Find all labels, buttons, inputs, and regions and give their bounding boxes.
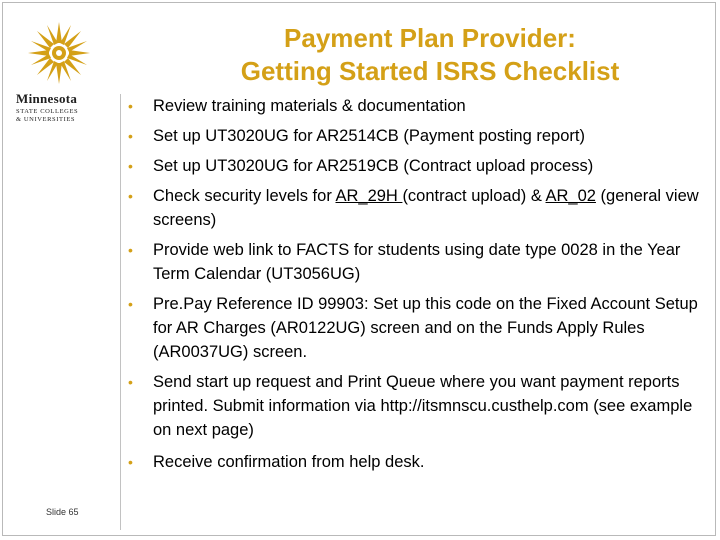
item-text: Pre.Pay Reference ID 99903: Set up this code on the Fixed Account Setup for AR Charges (AR0122UG) screen and on the Funds Apply Rules (AR0037UG) screen. xyxy=(153,295,698,361)
list-item xyxy=(128,370,713,442)
sidebar xyxy=(0,0,118,540)
logo-line2: STATE COLLEGES xyxy=(16,108,79,115)
list-item xyxy=(128,450,713,474)
list-item xyxy=(128,292,713,364)
item-text: Provide web link to FACTS for students using date type 0028 in the Year Term Calendar (UT3056UG) xyxy=(153,241,681,283)
bullet-icon: • xyxy=(128,128,133,144)
bullet-icon: • xyxy=(128,454,133,470)
item-text: Review training materials & documentation xyxy=(153,97,466,115)
bullet-icon: • xyxy=(128,188,133,204)
bullet-icon: • xyxy=(128,98,133,114)
bullet-icon: • xyxy=(128,242,133,258)
checklist xyxy=(128,94,713,474)
list-item xyxy=(128,184,713,232)
item-text: Set up UT3020UG for AR2514CB (Payment posting report) xyxy=(153,127,585,145)
bullet-icon: • xyxy=(128,158,133,174)
logo-text xyxy=(16,92,116,124)
item-text: Receive confirmation from help desk. xyxy=(153,453,425,471)
sidebar-divider xyxy=(120,94,121,530)
item-text: Set up UT3020UG for AR2519CB (Contract upload process) xyxy=(153,157,594,175)
slide-title xyxy=(140,22,720,88)
logo-line3: & UNIVERSITIES xyxy=(16,116,76,123)
bullet-icon: • xyxy=(128,296,133,312)
item-text: Send start up request and Print Queue where you want payment reports printed. Submit information via http://itsmnscu.custhelp.com (see example on next page) xyxy=(153,373,693,439)
list-item xyxy=(128,238,713,286)
sun-logo-icon xyxy=(26,20,92,86)
item-text-pre: Check security levels for xyxy=(153,187,336,205)
slide-number: Slide 65 xyxy=(46,507,79,517)
title-line2: Getting Started ISRS Checklist xyxy=(240,56,620,86)
bullet-icon: • xyxy=(128,374,133,390)
list-item xyxy=(128,154,713,178)
link-ar-02[interactable]: AR_02 xyxy=(545,187,596,205)
list-item xyxy=(128,124,713,148)
logo-line1: Minnesota xyxy=(16,91,78,106)
item-text-mid: (contract upload) & xyxy=(402,187,546,205)
link-ar-29h[interactable]: AR_29H xyxy=(335,187,403,205)
item-text-post: (general view screens) xyxy=(153,187,699,229)
title-line1: Payment Plan Provider: xyxy=(284,23,576,53)
list-item xyxy=(128,94,713,118)
